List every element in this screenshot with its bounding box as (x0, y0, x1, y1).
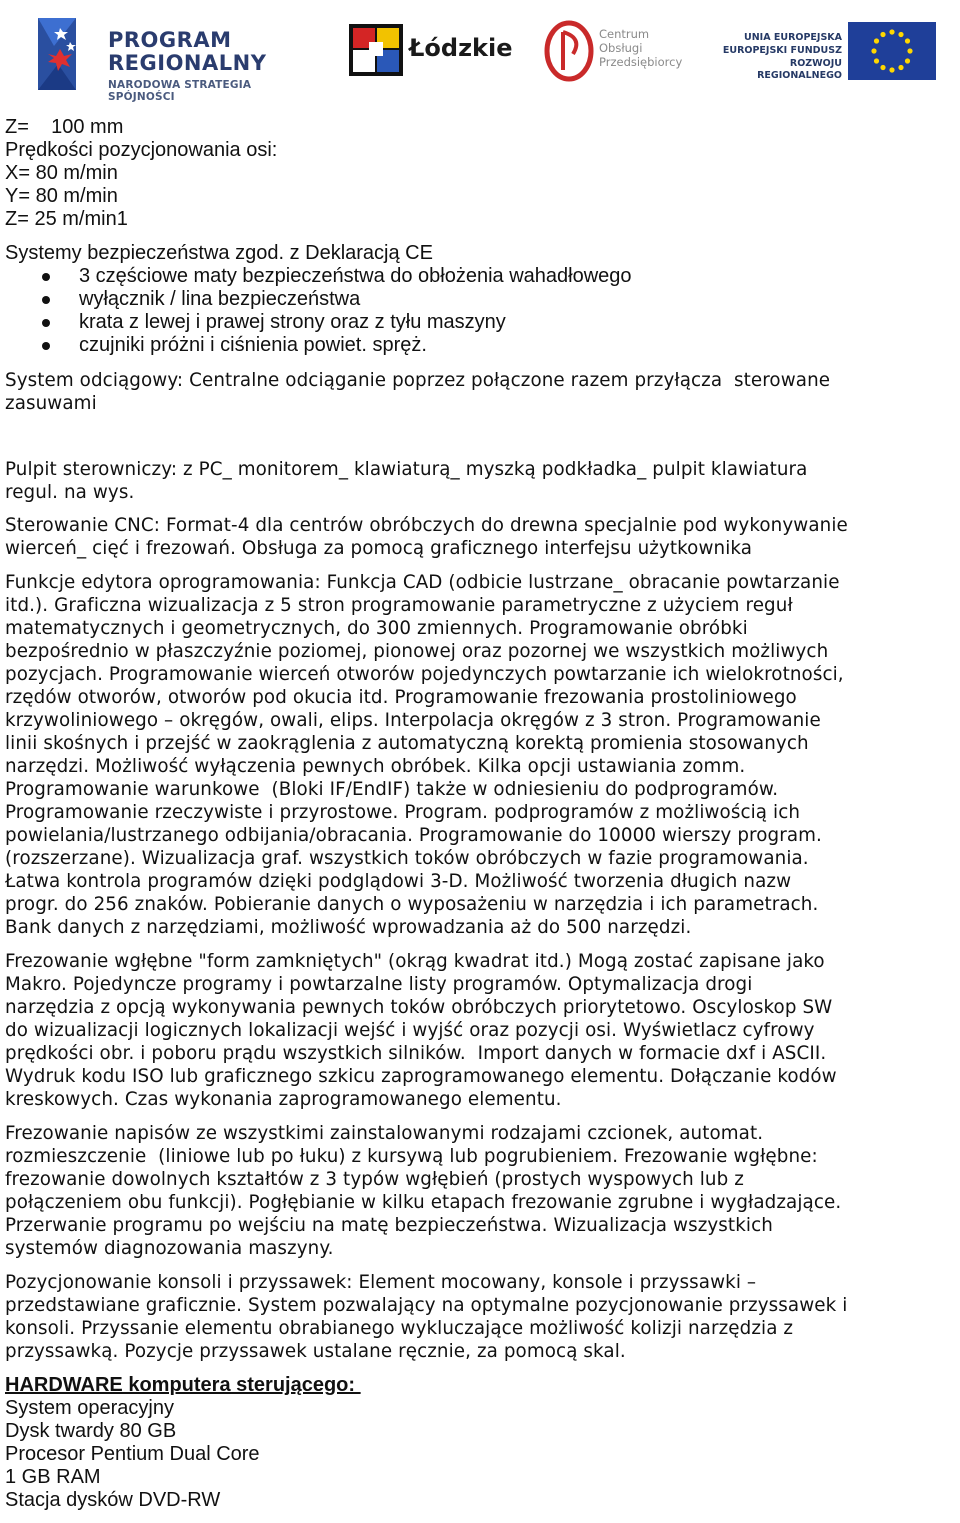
hardware-item: Stacja dysków DVD-RW (5, 1489, 221, 1511)
cop-line1: Centrum (599, 27, 650, 41)
paragraph-line: (rozszerzane). Wizualizacja graf. wszystkich toków obróbczych w fazie programowania. (5, 848, 809, 869)
eu-logo (714, 20, 938, 82)
cop-line3: Przedsiębiorcy (599, 55, 683, 69)
hardware-heading: HARDWARE komputera sterującego: (5, 1374, 361, 1396)
lodzkie-label: Łódzkie (409, 34, 513, 62)
lettering-milling-paragraph (5, 1122, 960, 1260)
paragraph-line: itd.). Graficzna wizualizacja z 5 stron programowanie parametryczne z użyciem reguł (5, 595, 793, 616)
paragraph-line: Programowanie rzeczywiste i przyrostowe. Program. podprogramów z możliwością ich (5, 802, 801, 823)
paragraph-line: powielania/lustrzanego odbijania/obracania. Programowanie do 10000 wierszy program. (5, 825, 822, 846)
paragraph-line: Pulpit sterowniczy: z PC_ monitorem_ klawiaturą_ myszką podkładka_ pulpit klawiatura (5, 459, 808, 480)
hardware-section (5, 1374, 960, 1512)
paragraph-line: Frezowanie napisów ze wszystkimi zainstalowanymi rodzajami czcionek, automat. (5, 1123, 764, 1144)
paragraph-line: matematycznych i geometrycznych, do 300 zmiennych. Programowanie obróbki (5, 618, 748, 639)
control-panel-paragraph (5, 458, 960, 504)
paragraph-line: Frezowanie wgłębne "form zamkniętych" (okrąg kwadrat itd.) Mogą zostać zapisane jako (5, 951, 825, 972)
lodzkie-logo (347, 22, 513, 78)
paragraph-line: linii skośnych i przejść w zaokrąglenia z automatyczną korektą promienia stosowanych (5, 733, 809, 754)
safety-section (5, 242, 960, 357)
eu-line3: ROZWOJU REGIONALNEGO (757, 58, 842, 81)
paragraph-line: konsoli. Przyssanie elementu obrabianego wykluczające możliwość kolizji narzędzia z (5, 1318, 794, 1339)
document-body (5, 116, 960, 1512)
paragraph-line: rozmieszczenie (liniowe lub po łuku) z kursywą lub pogrubieniem. Frezowanie wgłębne: (5, 1146, 818, 1167)
machine-specs (5, 116, 960, 231)
cop-line2: Obsługi (599, 41, 643, 55)
lodzkie-emblem-icon (347, 22, 405, 78)
z-travel: Z= 100 mm (5, 116, 124, 138)
strategia-label: NARODOWA STRATEGIA SPÓJNOŚCI (108, 79, 252, 103)
hardware-item: 1 GB RAM (5, 1466, 101, 1488)
x-speed: X= 80 m/min (5, 162, 118, 184)
console-positioning-paragraph (5, 1271, 960, 1363)
milling-macro-paragraph (5, 950, 960, 1111)
paragraph-line: Bank danych z narzędziami, możliwość wprowadzania aż do 500 narzędzi. (5, 917, 692, 938)
paragraph-line: krzywoliniowego – okręgów, owali, elips. Interpolacja okręgów z 3 stron. Programowanie (5, 710, 821, 731)
eu-line1: UNIA EUROPEJSKA (744, 32, 842, 43)
safety-title: Systemy bezpieczeństwa zgod. z Deklaracją CE (5, 242, 433, 264)
paragraph-line: Łatwa kontrola programów dzięki podglądowi 3-D. Możliwość tworzenia długich nazw (5, 871, 792, 892)
y-speed: Y= 80 m/min (5, 185, 118, 207)
paragraph-line: Programowanie warunkowe (Bloki IF/EndIF) także w odniesieniu do podprogramów. (5, 779, 779, 800)
paragraph-line: System odciągowy: Centralne odciąganie poprzez połączone razem przyłącza sterowane (5, 370, 831, 391)
paragraph-line: Wydruk kodu ISO lub graficznego szkicu zaprogramowanego elementu. Dołączanie kodów (5, 1066, 837, 1087)
safety-list (5, 265, 960, 357)
program-regionalny-emblem-icon (30, 6, 110, 98)
list-item: czujniki próżni i ciśnienia powiet. spręż. (5, 334, 960, 357)
paragraph-line: pozycjach. Programowanie wierceń otworów pojedynczych powtarzanie ich wielokrotności, (5, 664, 844, 685)
program-regionalny-logo (30, 6, 310, 103)
paragraph-line: narzędzia z opcją wykonywania pewnych toków obróbczych priorytetowo. Oscyloskop SW (5, 997, 833, 1018)
paragraph-line: frezowanie dowolnych kształtów z 3 typów wgłębień (prostych wyspowych lub z (5, 1169, 744, 1190)
cop-emblem-icon (543, 18, 597, 84)
list-item: wyłącznik / lina bezpieczeństwa (5, 288, 960, 311)
hardware-item: Dysk twardy 80 GB (5, 1420, 177, 1442)
eu-line2: EUROPEJSKI FUNDUSZ (722, 45, 842, 56)
paragraph-line: Przerwanie programu po wejściu na matę bezpieczeństwa. Wizualizacja wszystkich (5, 1215, 773, 1236)
paragraph-line: Sterowanie CNC: Format-4 dla centrów obróbczych do drewna specjalnie pod wykonywanie (5, 515, 848, 536)
list-item: 3 częściowe maty bezpieczeństwa do obłożenia wahadłowego (5, 265, 960, 288)
z-speed: Z= 25 m/min1 (5, 208, 128, 230)
paragraph-line: rzędów otworów, otworów pod okucia itd. Programowanie frezowania prostoliniowego (5, 687, 797, 708)
paragraph-line: połączeniem obu funkcji). Pogłębianie w kilku etapach frezowanie zgrubne i wygładzające. (5, 1192, 842, 1213)
paragraph-line: progr. do 256 znaków. Pobieranie danych o wyposażeniu w narzędzia i ich parametrach. (5, 894, 819, 915)
eu-flag-icon (848, 22, 936, 80)
paragraph-line: bezpośrednio w płaszczyźnie poziomej, pionowej oraz pozornej we wszystkich możliwych (5, 641, 829, 662)
paragraph-line: Pozycjonowanie konsoli i przyssawek: Element mocowany, konsole i przyssawki – (5, 1272, 757, 1293)
hardware-item: Procesor Pentium Dual Core (5, 1443, 260, 1465)
paragraph-line: przyssawką. Pozycje przyssawek ustalane ręcznie, za pomocą skal. (5, 1341, 626, 1362)
header-logos (0, 0, 960, 108)
paragraph-line: przedstawiane graficznie. System pozwalający na optymalne pozycjonowanie przyssawek i (5, 1295, 848, 1316)
program-label: PROGRAM (108, 28, 232, 52)
paragraph-line: narzędzi. Możliwość wyłączenia pewnych obróbek. Kilka opcji ustawiania zomm. (5, 756, 746, 777)
editor-functions-paragraph (5, 571, 960, 939)
hardware-item: System operacyjny (5, 1397, 174, 1419)
speeds-label: Prędkości pozycjonowania osi: (5, 139, 278, 161)
paragraph-line: do wizualizacji logicznych lokalizacji wejść i wyjść oraz pozycji osi. Wyświetlacz cyfrowy (5, 1020, 815, 1041)
suction-system-paragraph (5, 369, 960, 415)
paragraph-line: regul. na wys. (5, 482, 135, 503)
cnc-control-paragraph (5, 514, 960, 560)
paragraph-line: zasuwami (5, 393, 97, 414)
cop-logo (543, 18, 683, 84)
paragraph-line: kreskowych. Czas wykonania zaprogramowanego elementu. (5, 1089, 562, 1110)
list-item: krata z lewej i prawej strony oraz z tyłu maszyny (5, 311, 960, 334)
paragraph-line: Funkcje edytora oprogramowania: Funkcja CAD (odbicie lustrzane_ obracanie powtarzanie (5, 572, 840, 593)
paragraph-line: wierceń_ cięć i frezowań. Obsługa za pomocą graficznego interfejsu użytkownika (5, 538, 753, 559)
paragraph-line: Makro. Pojedyncze programy i powtarzalne listy programów. Optymalizacja drogi (5, 974, 753, 995)
regionalny-label: REGIONALNY (108, 51, 267, 75)
paragraph-line: prędkości obr. i poboru prądu wszystkich silników. Import danych w formacie dxf i ASCII. (5, 1043, 827, 1064)
paragraph-line: systemów diagnozowania maszyny. (5, 1238, 334, 1259)
